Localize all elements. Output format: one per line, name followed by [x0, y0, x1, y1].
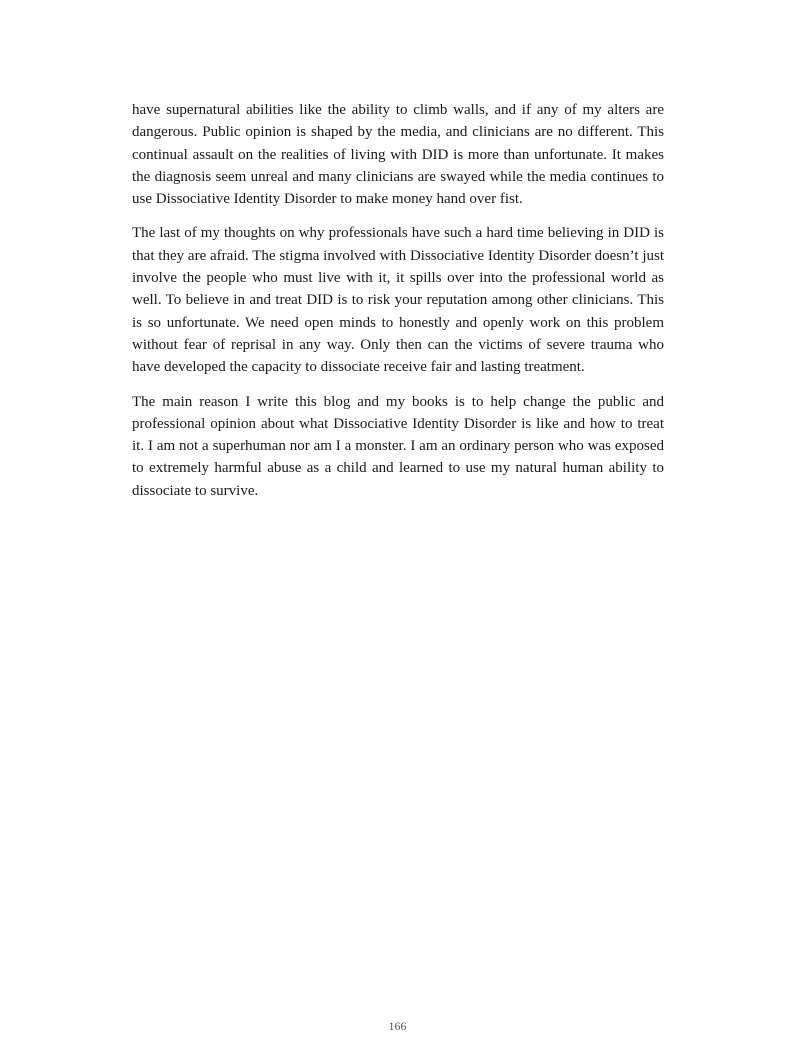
paragraph-2: The last of my thoughts on why professionals have such a hard time believing in DID is that they are afraid. The stigma involved with Dissociative Identity Disorder doesn’t just involve the people who must live with it, it spills over into the professional world as well. To believe in and treat DID is to risk your reputation among other clinicians. This is so unfortunate. We need open minds to honestly and openly work on this problem without fear of reprisal in any way. Only then can the victims of severe trauma who have developed the capacity to dissociate receive fair and lasting treatment.	[132, 225, 664, 376]
paragraph-3: The main reason I write this blog and my books is to help change the public and professional opinion about what Dissociative Identity Disorder is like and how to treat it. I am not a superhuman nor am I a monster. I am an ordinary person who was exposed to extremely harmful abuse as a child and learned to use my natural human ability to dissociate to survive.	[132, 393, 664, 499]
body-text	[132, 99, 664, 514]
page-number: 166	[388, 1019, 407, 1033]
paragraph-1: have supernatural abilities like the ability to climb walls, and if any of my alters are dangerous. Public opinion is shaped by the media, and clinicians are no different. This continual assault on the realities of living with DID is more than unfortunate. It makes the diagnosis seem unreal and many clinicians are swayed while the media continues to use Dissociative Identity Disorder to make money hand over fist.	[132, 102, 664, 208]
